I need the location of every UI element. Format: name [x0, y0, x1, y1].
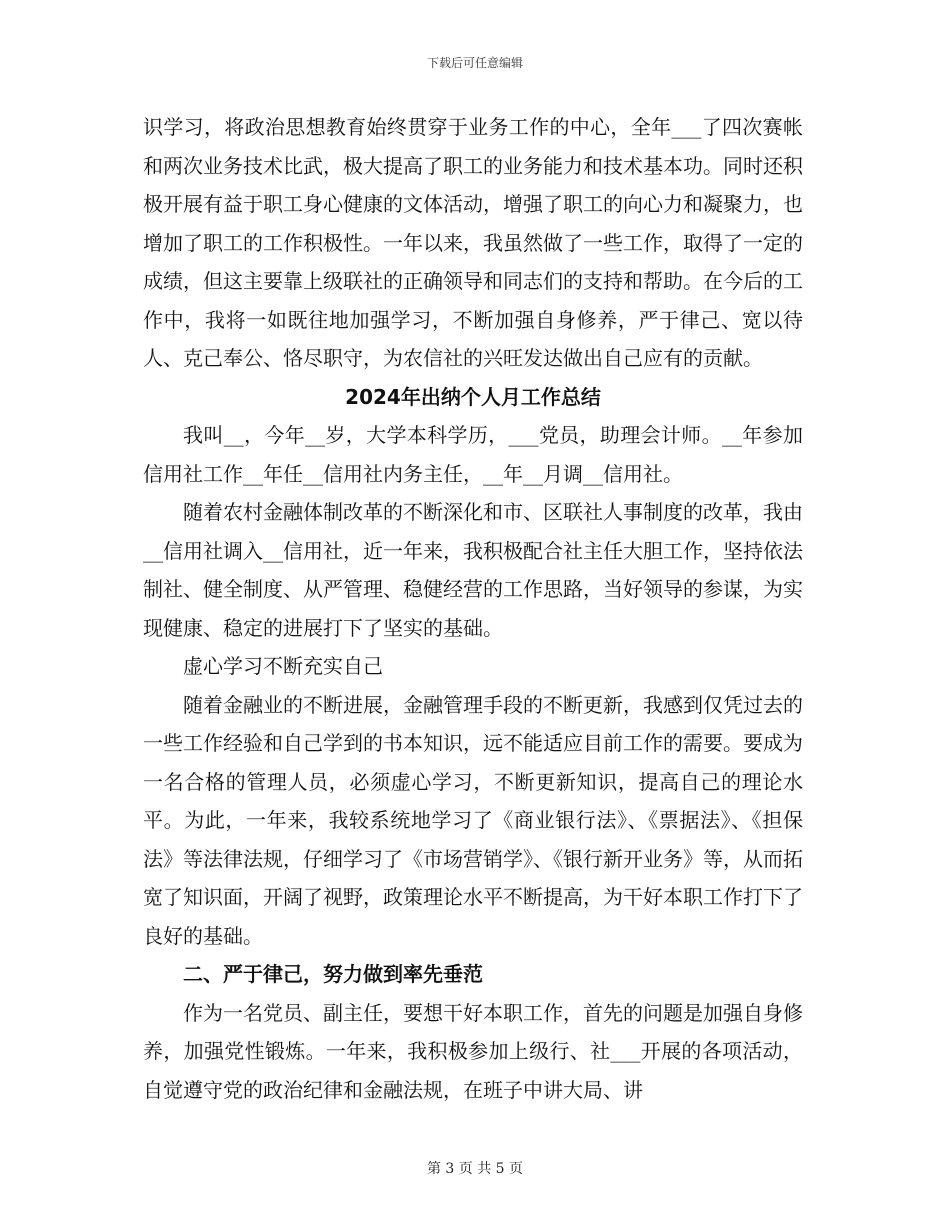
section-heading-study: 虚心学习不断充实自己: [183, 654, 383, 678]
section-heading-discipline: 二、严于律己，努力做到率先垂范: [183, 962, 483, 986]
page-footer: 第 3 页 共 5 页: [426, 1161, 524, 1177]
background-paragraph: 随着农村金融体制改革的不断深化和市、区联社人事制度的改革，我由__信用社调入__信用社，近一年来，我积极配合社主任大胆工作，坚持依法制社、健全制度、从严管理、稳健经营的工作思路，当好领导的参谋，为实现健康、稳定的进展打下了坚实的基础。: [143, 500, 803, 640]
discipline-paragraph: 作为一名党员、副主任，要想干好本职工作，首先的问题是加强自身修养，加强党性锻炼。一年来，我积极参加上级行、社___开展的各项活动，自觉遵守党的政治纪律和金融法规，在班子中讲大局、讲: [143, 1000, 803, 1102]
continuation-paragraph: 识学习，将政治思想教育始终贯穿于业务工作的中心，全年___了四次赛帐和两次业务技术比武，极大提高了职工的业务能力和技术基本功。同时还积极开展有益于职工身心健康的文体活动，增强了职工的向心力和凝聚力，也增加了职工的工作积极性。一年以来，我虽然做了一些工作，取得了一定的成绩，但这主要靠上级联社的正确领导和同志们的支持和帮助。在今后的工作中，我将一如既往地加强学习，不断加强自身修养，严于律己、宽以待人、克己奉公、恪尽职守，为农信社的兴旺发达做出自己应有的贡献。: [143, 115, 803, 370]
study-paragraph: 随着金融业的不断进展，金融管理手段的不断更新，我感到仅凭过去的一些工作经验和自己学到的书本知识，远不能适应目前工作的需要。要成为一名合格的管理人员，必须虚心学习，不断更新知识，提高自己的理论水平。为此，一年来，我较系统地学习了《商业银行法》、《票据法》、《担保法》等法律法规，仔细学习了《市场营销学》、《银行新开业务》等，从而拓宽了知识面，开阔了视野，政策理论水平不断提高，为干好本职工作打下了良好的基础。: [143, 692, 803, 948]
page-header: 下载后可任意编辑: [426, 56, 523, 70]
document-body: [143, 108, 803, 1109]
intro-paragraph: 我叫__，今年__岁，大学本科学历，___党员，助理会计师。__年参加信用社工作__年任__信用社内务主任，__年__月调__信用社。: [143, 423, 803, 486]
document-title: 2024年出纳个人月工作总结: [345, 384, 601, 409]
